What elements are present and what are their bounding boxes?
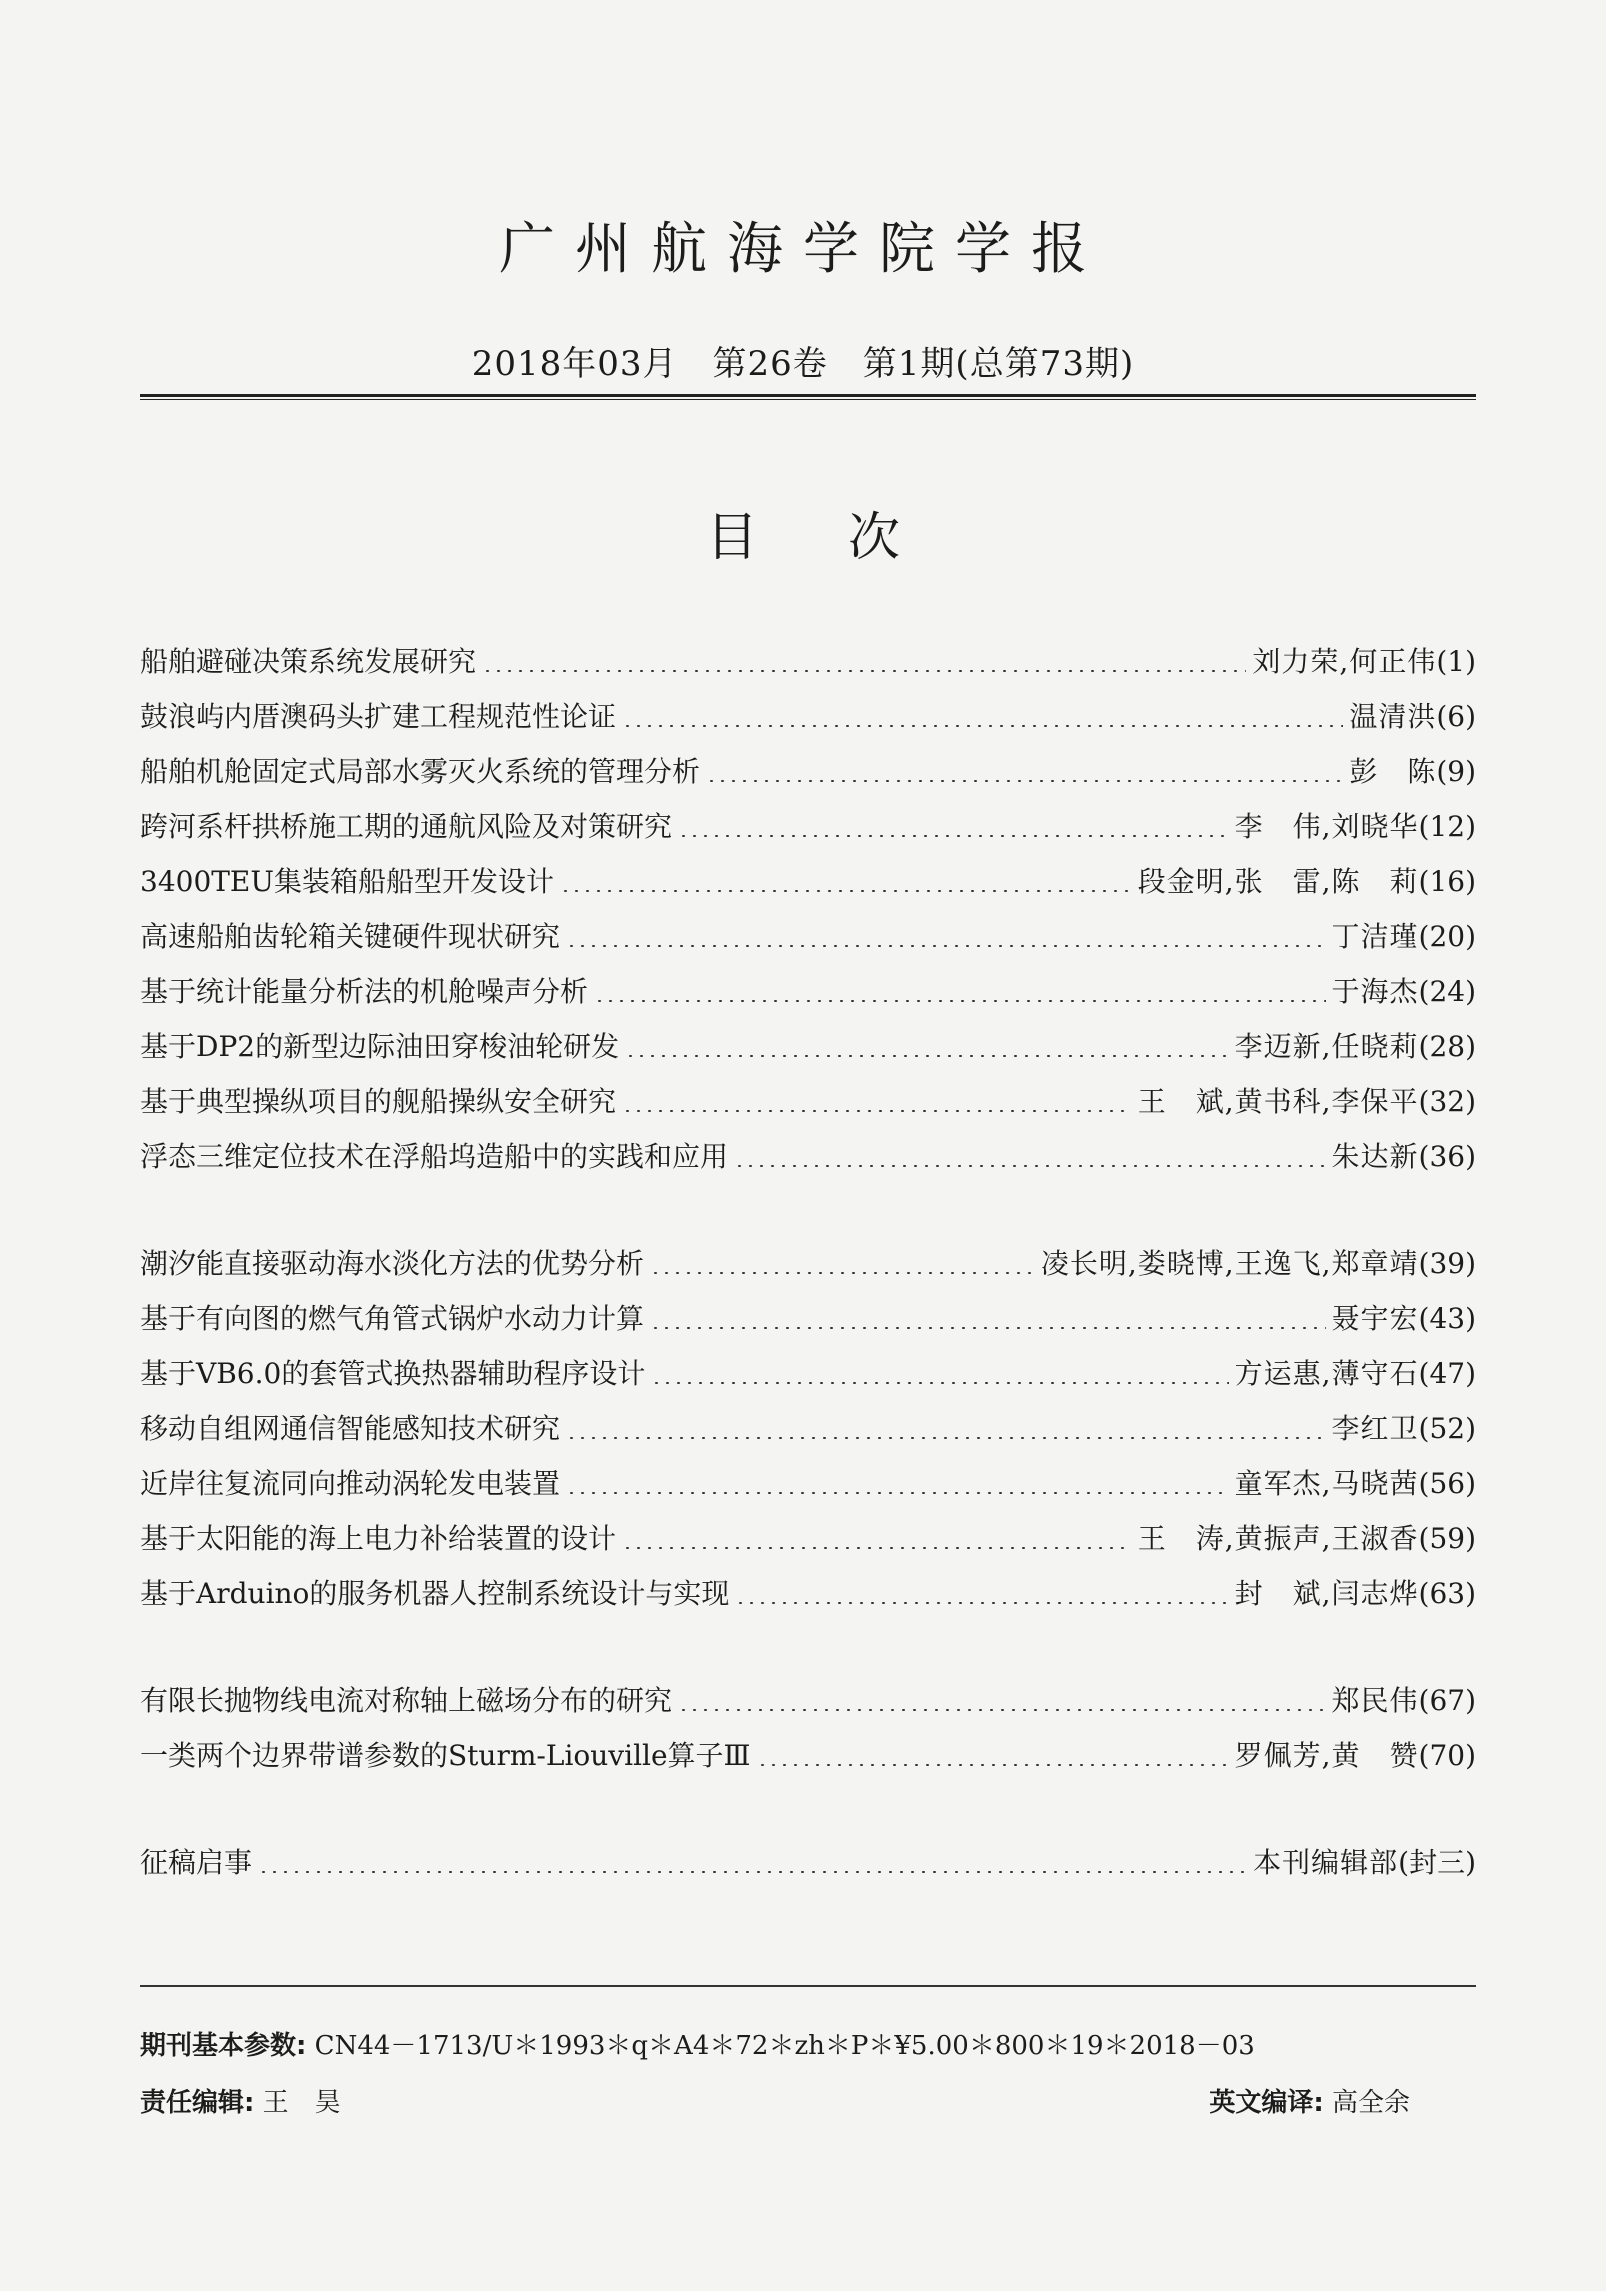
toc-authors: 温清洪 (1349, 700, 1437, 733)
toc-authors: 于海杰 (1331, 975, 1419, 1008)
toc-page: (1) (1436, 645, 1476, 678)
dot-leader (734, 1165, 1325, 1167)
editor-label: 责任编辑: (140, 2088, 255, 2118)
toc-title: 基于统计能量分析法的机舱噪声分析 (140, 975, 589, 1008)
toc-title: 基于有向图的燃气角管式锅炉水动力计算 (140, 1302, 645, 1335)
dot-leader (566, 1437, 1325, 1439)
toc-title: 浮态三维定位技术在浮船坞造船中的实践和应用 (140, 1140, 729, 1173)
toc-title: 鼓浪屿内厝澳码头扩建工程规范性论证 (140, 700, 617, 733)
toc-title: 有限长抛物线电流对称轴上磁场分布的研究 (140, 1684, 673, 1717)
toc-entry (140, 750, 1476, 805)
toc-page: (36) (1418, 1140, 1476, 1173)
translator-label: 英文编译: (1209, 2088, 1324, 2118)
footer-divider (140, 1985, 1476, 1987)
toc-heading: 目次 (705, 508, 990, 568)
toc-page: (6) (1436, 700, 1476, 733)
dot-leader (566, 945, 1325, 947)
toc-title: 船舶避碰决策系统发展研究 (140, 645, 477, 678)
toc-authors: 丁洁瑾 (1331, 920, 1419, 953)
dot-leader (757, 1764, 1229, 1766)
toc-title: 3400TEU集装箱船船型开发设计 (140, 865, 554, 898)
toc-authors: 罗佩芳,黄 赞 (1234, 1739, 1419, 1772)
toc-authors: 郑民伟 (1331, 1684, 1419, 1717)
editor-credits (140, 2082, 1410, 2119)
toc-authors: 凌长明,娄晓博,王逸飞,郑章靖 (1040, 1247, 1419, 1280)
dot-leader (678, 1709, 1325, 1711)
toc-page: (28) (1418, 1030, 1476, 1063)
toc-authors: 本刊编辑部 (1253, 1846, 1399, 1879)
toc-page: (39) (1418, 1247, 1476, 1280)
toc-entry (140, 1517, 1476, 1572)
toc-entry (140, 805, 1476, 860)
dot-leader (566, 1492, 1229, 1494)
toc-page: (9) (1436, 755, 1476, 788)
dot-leader (650, 1327, 1325, 1329)
toc-entry (140, 915, 1476, 970)
toc-entry (140, 1841, 1476, 1896)
toc-title: 跨河系杆拱桥施工期的通航风险及对策研究 (140, 810, 673, 843)
dot-leader (482, 670, 1246, 672)
toc-page: (12) (1418, 810, 1476, 843)
translator-name: 高全余 (1331, 2088, 1410, 2118)
dot-leader (678, 835, 1229, 837)
toc-page: (47) (1418, 1357, 1476, 1390)
toc-entry (140, 1025, 1476, 1080)
toc-authors: 段金明,张 雷,陈 莉 (1137, 865, 1419, 898)
dot-leader (560, 890, 1132, 892)
toc-title: 移动自组网通信智能感知技术研究 (140, 1412, 561, 1445)
toc-entry (140, 1242, 1476, 1297)
toc-title: 高速船舶齿轮箱关键硬件现状研究 (140, 920, 561, 953)
toc-entry (140, 860, 1476, 915)
toc-entry (140, 1572, 1476, 1627)
dot-leader (622, 725, 1343, 727)
toc-entry (140, 1462, 1476, 1517)
header-divider (140, 394, 1476, 400)
toc-title: 一类两个边界带谱参数的Sturm-Liouville算子Ⅲ (140, 1739, 751, 1772)
dot-leader (651, 1382, 1228, 1384)
toc-page: (52) (1418, 1412, 1476, 1445)
toc-title: 基于Arduino的服务机器人控制系统设计与实现 (140, 1577, 730, 1610)
toc-entry (140, 1679, 1476, 1734)
toc-authors: 刘力荣,何正伟 (1252, 645, 1437, 678)
toc-title: 船舶机舱固定式局部水雾灭火系统的管理分析 (140, 755, 701, 788)
journal-title: 广州航海学院学报 (499, 217, 1107, 282)
toc-entry (140, 1734, 1476, 1789)
english-translator (1209, 2082, 1410, 2119)
toc-page: (24) (1418, 975, 1476, 1008)
toc-page: (16) (1418, 865, 1476, 898)
dot-leader (594, 1000, 1325, 1002)
dot-leader (258, 1871, 1247, 1873)
toc-entry (140, 1135, 1476, 1190)
toc-authors: 彭 陈 (1349, 755, 1437, 788)
editor-name: 王 昊 (262, 2088, 341, 2118)
params-label: 期刊基本参数: (140, 2031, 307, 2061)
toc-authors: 李红卫 (1331, 1412, 1419, 1445)
toc-title: 基于DP2的新型边际油田穿梭油轮研发 (140, 1030, 620, 1063)
dot-leader (650, 1272, 1035, 1274)
toc-page: (32) (1418, 1085, 1476, 1118)
toc-authors: 方运惠,薄守石 (1234, 1357, 1419, 1390)
toc-authors: 王 涛,黄振声,王淑香 (1137, 1522, 1419, 1555)
toc-entry (140, 1297, 1476, 1352)
toc-entry (140, 970, 1476, 1025)
toc-title: 基于典型操纵项目的舰船操纵安全研究 (140, 1085, 617, 1118)
toc-page: (70) (1418, 1739, 1476, 1772)
toc-authors: 李迈新,任晓莉 (1234, 1030, 1419, 1063)
toc-authors: 聂宇宏 (1331, 1302, 1419, 1335)
responsible-editor (140, 2082, 341, 2119)
toc-authors: 封 斌,闫志烨 (1234, 1577, 1419, 1610)
toc-authors: 朱达新 (1331, 1140, 1419, 1173)
toc-entry (140, 1080, 1476, 1135)
toc-title: 征稿启事 (140, 1846, 253, 1879)
journal-parameters (140, 2025, 1255, 2062)
toc-page: (封三) (1398, 1846, 1476, 1879)
dot-leader (706, 780, 1343, 782)
table-of-contents (140, 640, 1476, 1896)
toc-entry (140, 1352, 1476, 1407)
toc-page: (63) (1418, 1577, 1476, 1610)
toc-page: (59) (1418, 1522, 1476, 1555)
dot-leader (625, 1055, 1229, 1057)
toc-title: 基于VB6.0的套管式换热器辅助程序设计 (140, 1357, 646, 1390)
params-value: CN44－1713/U＊1993＊q＊A4＊72＊zh＊P＊¥5.00＊800＊19＊2018－03 (314, 2031, 1255, 2061)
toc-authors: 王 斌,黄书科,李保平 (1137, 1085, 1419, 1118)
dot-leader (735, 1602, 1228, 1604)
toc-page: (67) (1418, 1684, 1476, 1717)
dot-leader (622, 1547, 1132, 1549)
toc-authors: 童军杰,马晓茜 (1234, 1467, 1419, 1500)
issue-line: 2018年03月 第26卷 第1期(总第73期) (471, 344, 1135, 384)
toc-entry (140, 695, 1476, 750)
toc-page: (20) (1418, 920, 1476, 953)
toc-title: 基于太阳能的海上电力补给装置的设计 (140, 1522, 617, 1555)
toc-page: (56) (1418, 1467, 1476, 1500)
toc-title: 潮汐能直接驱动海水淡化方法的优势分析 (140, 1247, 645, 1280)
toc-entry (140, 640, 1476, 695)
toc-title: 近岸往复流同向推动涡轮发电装置 (140, 1467, 561, 1500)
toc-page: (43) (1418, 1302, 1476, 1335)
toc-authors: 李 伟,刘晓华 (1234, 810, 1419, 843)
dot-leader (622, 1110, 1132, 1112)
toc-entry (140, 1407, 1476, 1462)
